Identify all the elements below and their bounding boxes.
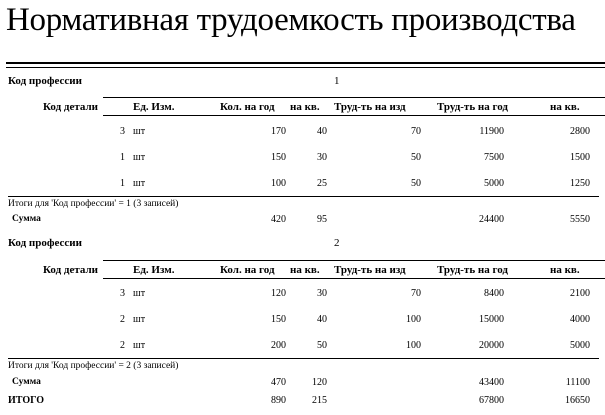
total-labor-year: 67800	[479, 395, 504, 406]
sum-qty-year: 420	[271, 214, 286, 225]
title-rule-bottom	[6, 67, 605, 68]
cell-detail: 3	[120, 126, 125, 137]
cell-unit: шт	[133, 288, 146, 299]
cell-detail: 2	[120, 340, 125, 351]
group-label: Код профессии	[8, 237, 82, 249]
group-summary-text: Итоги для 'Код профессии' = 1 (3 записей)	[8, 199, 179, 209]
total-labor-quarter: 16650	[565, 395, 590, 406]
total-label: ИТОГО	[8, 395, 44, 406]
col-unit-header: Ед. Изм.	[133, 101, 175, 113]
col-labor-quarter-header: на кв.	[550, 101, 580, 113]
cell-detail: 1	[120, 152, 125, 163]
group-label: Код профессии	[8, 75, 82, 87]
col-detail-header: Код детали	[43, 264, 99, 276]
cell-qty-quarter: 25	[317, 178, 327, 189]
col-qty-quarter-header: на кв.	[290, 264, 320, 276]
cell-qty-quarter: 30	[317, 152, 327, 163]
cell-qty-year: 150	[271, 314, 286, 325]
cell-labor-year: 11900	[479, 126, 504, 137]
cell-labor-quarter: 1250	[570, 178, 590, 189]
cell-labor-item: 100	[406, 314, 421, 325]
title-rule-top	[6, 62, 605, 64]
cell-labor-quarter: 5000	[570, 340, 590, 351]
group-footer-rule	[8, 196, 599, 197]
sum-qty-quarter: 120	[312, 377, 327, 388]
col-qty-year-header: Кол. на год	[220, 264, 275, 276]
cell-detail: 1	[120, 178, 125, 189]
group-footer-rule	[8, 358, 599, 359]
col-unit-header: Ед. Изм.	[133, 264, 175, 276]
group-summary-text: Итоги для 'Код профессии' = 2 (3 записей)	[8, 361, 179, 371]
cell-detail: 3	[120, 288, 125, 299]
cell-qty-year: 120	[271, 288, 286, 299]
cell-unit: шт	[133, 178, 146, 189]
cell-unit: шт	[133, 152, 146, 163]
col-qty-year-header: Кол. на год	[220, 101, 275, 113]
total-qty-quarter: 215	[312, 395, 327, 406]
col-labor-quarter-header: на кв.	[550, 264, 580, 276]
col-detail-header: Код детали	[43, 101, 99, 113]
cell-unit: шт	[133, 126, 146, 137]
cell-labor-year: 5000	[484, 178, 504, 189]
cell-labor-quarter: 2100	[570, 288, 590, 299]
cell-labor-item: 100	[406, 340, 421, 351]
cell-labor-year: 20000	[479, 340, 504, 351]
cell-labor-item: 50	[411, 178, 421, 189]
report-title: Нормативная трудоемкость производства	[6, 2, 576, 38]
cell-labor-year: 8400	[484, 288, 504, 299]
cell-qty-quarter: 50	[317, 340, 327, 351]
sum-label: Сумма	[12, 377, 41, 387]
cell-labor-quarter: 2800	[570, 126, 590, 137]
col-labor-year-header: Труд-ть на год	[437, 264, 508, 276]
sum-labor-year: 24400	[479, 214, 504, 225]
cell-detail: 2	[120, 314, 125, 325]
cell-labor-item: 70	[411, 126, 421, 137]
sum-label: Сумма	[12, 214, 41, 224]
sum-labor-year: 43400	[479, 377, 504, 388]
cell-labor-year: 15000	[479, 314, 504, 325]
cell-qty-year: 100	[271, 178, 286, 189]
sum-qty-quarter: 95	[317, 214, 327, 225]
col-labor-year-header: Труд-ть на год	[437, 101, 508, 113]
col-qty-quarter-header: на кв.	[290, 101, 320, 113]
cell-qty-quarter: 30	[317, 288, 327, 299]
cell-qty-quarter: 40	[317, 126, 327, 137]
sum-labor-quarter: 11100	[565, 377, 590, 388]
header-rule-bottom	[103, 115, 605, 116]
total-qty-year: 890	[271, 395, 286, 406]
header-rule-top	[103, 97, 605, 98]
group-code: 2	[334, 237, 340, 249]
header-rule-bottom	[103, 278, 605, 279]
col-labor-item-header: Труд-ть на изд	[334, 264, 406, 276]
cell-unit: шт	[133, 314, 146, 325]
cell-labor-item: 50	[411, 152, 421, 163]
col-labor-item-header: Труд-ть на изд	[334, 101, 406, 113]
cell-qty-year: 170	[271, 126, 286, 137]
sum-labor-quarter: 5550	[570, 214, 590, 225]
cell-unit: шт	[133, 340, 146, 351]
cell-labor-quarter: 4000	[570, 314, 590, 325]
header-rule-top	[103, 260, 605, 261]
cell-labor-quarter: 1500	[570, 152, 590, 163]
cell-labor-year: 7500	[484, 152, 504, 163]
cell-qty-year: 150	[271, 152, 286, 163]
cell-labor-item: 70	[411, 288, 421, 299]
group-code: 1	[334, 75, 340, 87]
sum-qty-year: 470	[271, 377, 286, 388]
cell-qty-year: 200	[271, 340, 286, 351]
cell-qty-quarter: 40	[317, 314, 327, 325]
